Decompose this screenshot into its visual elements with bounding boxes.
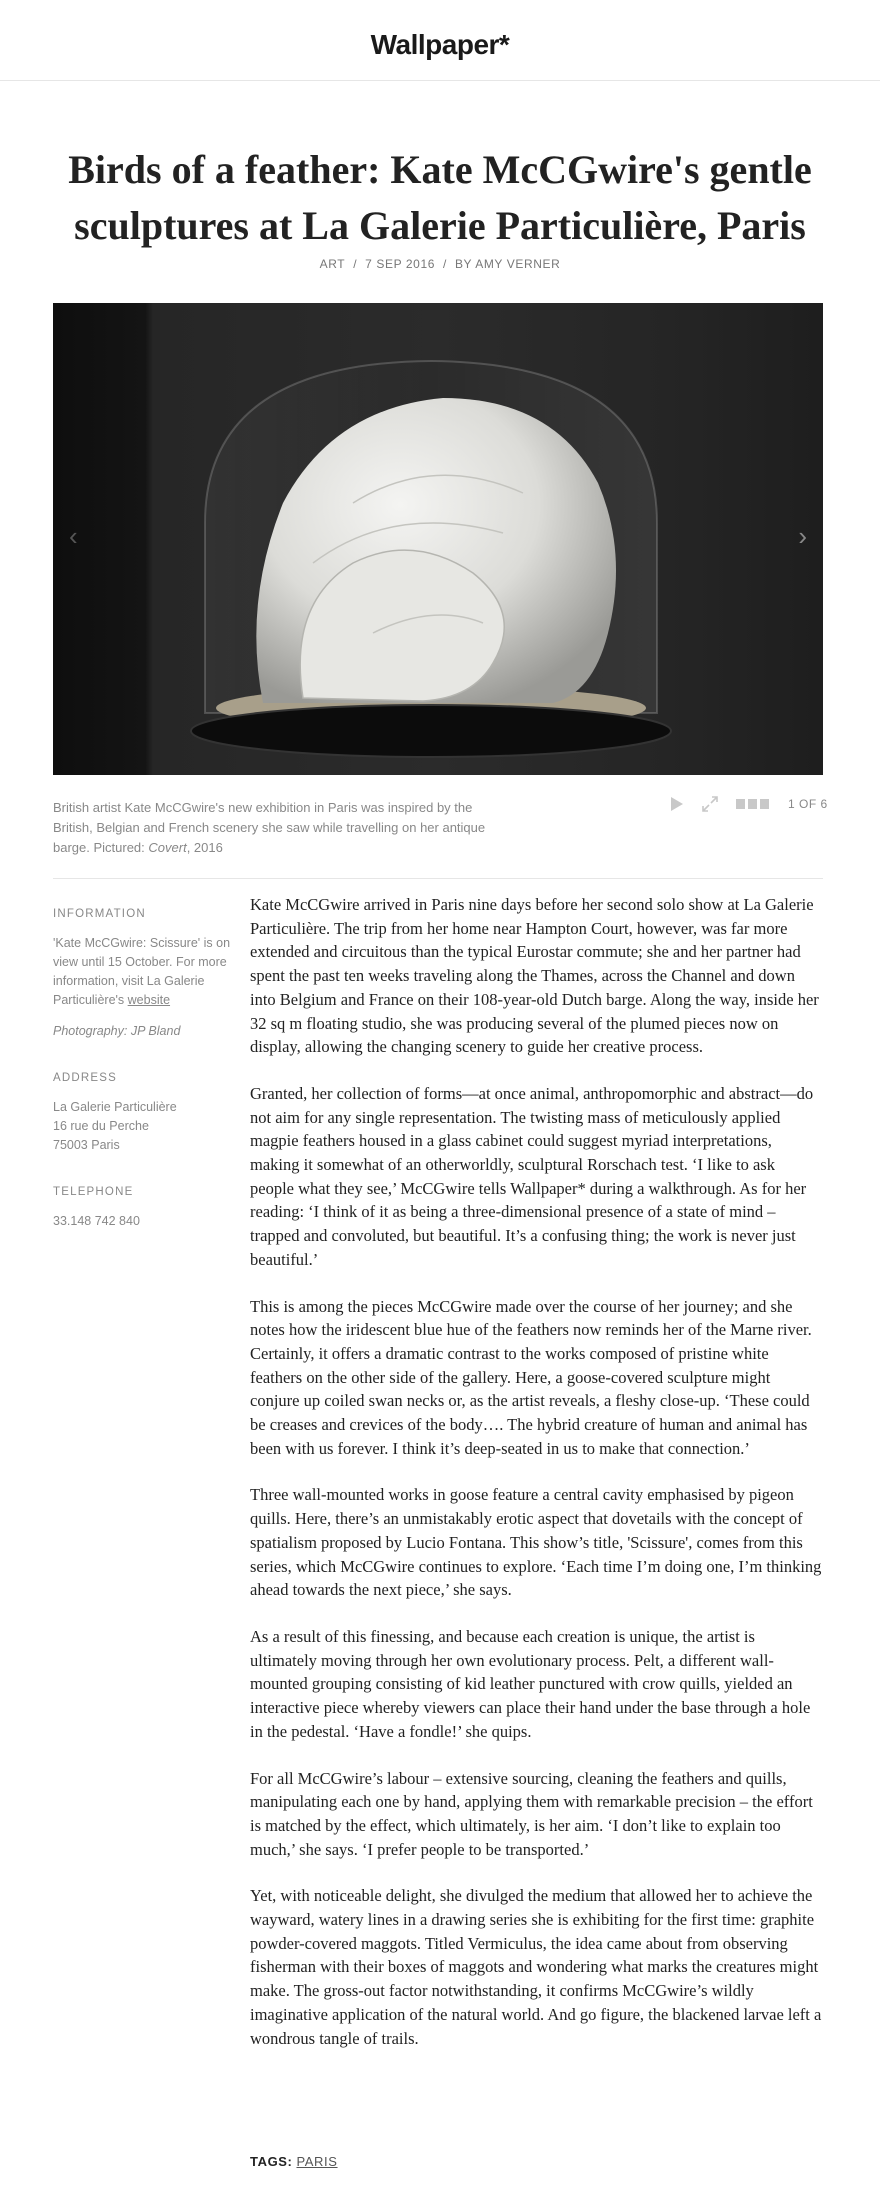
image-caption (53, 798, 493, 858)
tag-link-paris[interactable]: PARIS (296, 2154, 338, 2169)
article-paragraph: This is among the pieces McCGwire made over the course of her journey; and she notes how the iridescent blue hue of the feathers now reminds her of the Marne river. Certainly, it offers a dramatic contrast to the works composed of pristine white feathers on the other side of the gallery. Here, a goose-covered sculpture might conjure up coiled swan necks or, as the artist reveals, a fleshy close-up. ‘These could be creases and crevices of the body…. The hybrid creature of human and animal has been with us forever. I think it’s deep-seated in us to make that connection.’ (250, 1296, 812, 1458)
article-paragraph: Yet, with noticeable delight, she divulged the medium that allowed her to achieve the wayward, watery lines in a drawing series she is exhibiting for the first time: graphite powder-covered maggots. Titled Vermiculus, the idea came about from observing fisherman with their boxes of maggots and wondering what marks the creatures might make. The gross-out factor notwithstanding, it confirms McCGwire’s wildly imaginative application of the natural world. And go figure, the blackened larvae left a wondrous tangle of trails. (250, 1886, 822, 2048)
address-line: 75003 Paris (53, 1138, 120, 1152)
photography-credit: Photography: JP Bland (53, 1024, 181, 1038)
article-paragraph: For all McCGwire’s labour – extensive sourcing, cleaning the feathers and quills, manipulating each one by hand, applying them with remarkable precision – the effort is matched by the effect, which ultimately, is her aim. ‘I don’t like to explain too much,’ she says. ‘I prefer people to be transported.’ (250, 1768, 813, 1859)
byline-separator: / (443, 257, 447, 271)
address-block (53, 1069, 233, 1155)
chevron-left-icon[interactable]: ‹ (69, 521, 78, 551)
play-icon[interactable] (670, 796, 684, 812)
article-paragraph: Granted, her collection of forms—at once animal, anthropomorphic and abstract—do not aim for any single representation. The twisting mass of meticulously applied magpie feathers housed in a glass cabinet could suggest myriad interpretations, making it somewhat of an otherworldly, sculptural Rorschach test. ‘I like to ask people what they see,’ McCGwire tells Wallpaper* during a walkthrough. As for her reading: ‘I think of it as being a three-dimensional presence of a state of mind – trapped and convoluted, but beautiful. It’s a confusing thing; the work is never just beautiful.’ (250, 1083, 814, 1269)
plinth (191, 705, 671, 757)
article-paragraph: Kate McCGwire arrived in Paris nine days before her second solo show at La Galerie Particulière. The trip from her home near Hampton Court, however, was far more extended and circuitous than the typical Eurostar commute; she and her partner had spent the past ten weeks traveling along the Thames, across the Channel and down into Belgium and France on their 108-year-old Dutch barge. Along the way, inside her 32 sq m floating studio, she was producing several of the plumed pieces now on display, allowing the changing scenery to guide her creative process. (250, 895, 819, 1057)
article-paragraph: As a result of this finessing, and because each creation is unique, the artist is ultimately moving through her own evolutionary process. Pelt, a different wall-mounted grouping consisting of kid leather punctured with crow quills, yielded an interactive piece whereby viewers can place their hand under the base through a hole in the pedestal. ‘Have a fondle!’ she quips. (250, 1626, 811, 1741)
tags-label: TAGS: (250, 2154, 293, 2169)
article-byline (0, 257, 880, 271)
gallery-count: 1 OF 6 (788, 797, 828, 811)
information-body: 'Kate McCGwire: Scissure' is on view until 15 October. For more information, visit La Galerie Particulière's (53, 936, 231, 1007)
information-heading: INFORMATION (53, 908, 146, 920)
article-date: 7 SEP 2016 (365, 257, 436, 271)
address-line: 16 rue du Perche (53, 1119, 149, 1133)
section-divider (53, 878, 823, 879)
logo-text: Wallpaper* (370, 29, 510, 60)
telephone-number[interactable]: 33.148 742 840 (53, 1214, 140, 1228)
caption-work-title: Covert (148, 840, 187, 855)
site-logo[interactable] (371, 29, 510, 61)
expand-icon[interactable] (702, 796, 718, 812)
telephone-block (53, 1183, 233, 1231)
byline-separator: / (353, 257, 358, 271)
author-link[interactable]: BY AMY VERNER (454, 257, 561, 271)
chevron-right-icon[interactable]: › (798, 521, 807, 551)
article-title: Birds of a feather: Kate McCGwire's gentle sculptures at La Galerie Particulière, Paris (68, 147, 812, 248)
article-tags (250, 2154, 338, 2169)
site-header (0, 0, 880, 81)
caption-text: British artist Kate McCGwire's new exhibition in Paris was inspired by the British, Belgian and French scenery she saw while travelling on her antique barge. Pictured: (53, 800, 486, 855)
section-link[interactable]: ART (319, 257, 346, 271)
gallery-image[interactable] (53, 303, 823, 775)
website-link[interactable]: website (127, 993, 171, 1007)
caption-year: , 2016 (186, 840, 223, 855)
information-text (53, 934, 233, 1010)
address-line: La Galerie Particulière (53, 1100, 177, 1114)
article-paragraph: Three wall-mounted works in goose feature a central cavity emphasised by pigeon quills. Here, there’s an unmistakably erotic aspect that dovetails with the concept of spatialism proposed by Lucio Fontana. This show’s title, 'Scissure', comes from this series, which McCGwire continues to explore. ‘Each time I’m doing one, I’m thinking ahead towards the next piece,’ she says. (250, 1485, 822, 1600)
thumbnails-icon[interactable] (736, 798, 770, 810)
sculpture-photo (53, 303, 823, 775)
telephone-heading: TELEPHONE (53, 1186, 134, 1198)
article-body (250, 893, 822, 2073)
gallery-controls (670, 796, 828, 812)
information-block (53, 905, 233, 1041)
article-sidebar (53, 905, 233, 1259)
address-heading: ADDRESS (53, 1072, 117, 1084)
